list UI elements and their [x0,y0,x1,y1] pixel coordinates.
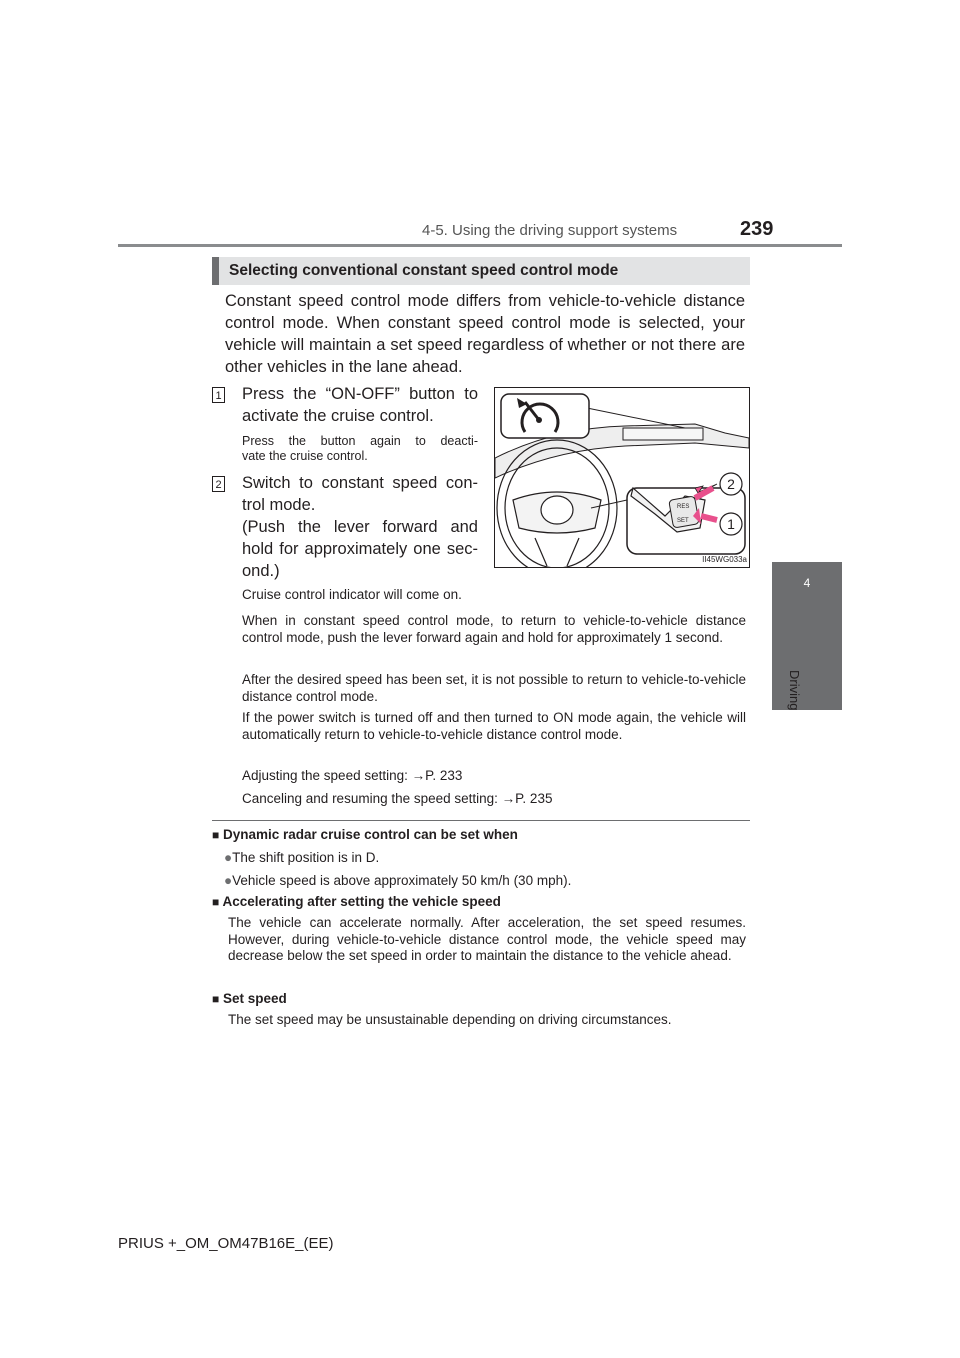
info-heading-2-text: Accelerating after setting the vehicle speed [222,894,501,909]
note-line: If the power switch is turned off and then turned to ON mode again, the vehicle will automatically return to vehicle-to-vehicle distance control mode. [242,710,746,742]
res-label: RES [677,504,690,510]
callout-2-label: 2 [727,476,735,492]
info-bullet-text: Vehicle speed is above approximately 50 km/h (30 mph). [232,873,572,888]
header-rule [118,244,842,247]
footer-code: PRIUS +_OM_OM47B16E_(EE) [118,1235,334,1252]
set-label: SET [677,518,689,524]
square-bullet-icon: ■ [212,828,220,842]
step-1-text [242,383,478,427]
info-bullet [224,850,379,865]
section-heading: Selecting conventional constant speed control mode [229,262,619,279]
step-2-line: (Push the lever forward and [242,518,478,536]
section-heading-bar [212,257,750,285]
info-paragraph-3: The set speed may be unsustainable depending on driving circumstances. [228,1012,672,1027]
step-1-badge: 1 [212,387,225,403]
illustration-code: II45WG033a [702,555,747,564]
note-line: When in constant speed control mode, to return to vehicle-to-vehicle distance control mode, push the lever forward again and hold for approximately 1 second. [242,613,746,645]
intro-paragraph: Constant speed control mode differs from vehicle-to-vehicle distance control mode. When constant speed control mode is selected, your vehicle will maintain a set speed regardless of whether or not there are other vehicles in the lane ahead. [225,292,745,376]
info-heading-3 [212,991,287,1006]
step-2-text [242,472,478,582]
cruise-indicator-box [501,394,589,438]
circle-bullet-icon: ● [224,850,233,865]
info-paragraph-2: The vehicle can accelerate normally. After acceleration, the set speed resumes. However, during vehicle-to-vehicle distance control mode, the vehicle speed may decrease below the set speed in order to maintain the distance to the vehicle ahead. [228,915,746,963]
callout-1-label: 1 [727,516,735,532]
square-bullet-icon: ■ [212,992,220,1006]
step-2-line: Switch to constant speed con- [242,474,478,492]
step-1-line: Press the “ON-OFF” button to [242,385,478,403]
side-tab-label: Driving [787,670,802,711]
steering-wheel [497,440,617,567]
note-line: Adjusting the speed setting: →P. 233 [242,768,463,783]
note-line: After the desired speed has been set, it is not possible to return to vehicle-to-vehicle distance control mode. [242,672,746,704]
info-heading-1 [212,827,518,842]
info-heading-3-text: Set speed [223,991,287,1006]
info-bullet-text: The shift position is in D. [232,850,380,865]
info-heading-2 [212,894,501,909]
section-title: 4-5. Using the driving support systems [422,222,678,239]
step-1-note-line: vate the cruise control. [242,449,368,463]
page-number: 239 [740,218,774,240]
step-1-line: activate the cruise control. [242,407,434,425]
step-2-line: trol mode. [242,496,316,514]
side-tab-number: 4 [803,576,811,590]
illustration-svg [495,388,749,567]
step-2-line: hold for approximately one sec- [242,540,478,558]
step-2-line: ond.) [242,562,280,580]
note-line: Cruise control indicator will come on. [242,587,462,602]
square-bullet-icon: ■ [212,895,220,909]
cruise-lever-illustration [494,387,750,568]
step-1-note [242,434,478,464]
circle-bullet-icon: ● [224,873,233,888]
step-2-badge: 2 [212,476,225,492]
step-1-note-line: Press the button again to deacti- [242,434,478,448]
side-tab[interactable] [772,562,842,710]
note-line: Canceling and resuming the speed setting: →P. 235 [242,791,553,806]
info-heading-1-text: Dynamic radar cruise control can be set when [223,827,518,842]
info-bullet [224,873,571,888]
section-divider [212,820,750,821]
